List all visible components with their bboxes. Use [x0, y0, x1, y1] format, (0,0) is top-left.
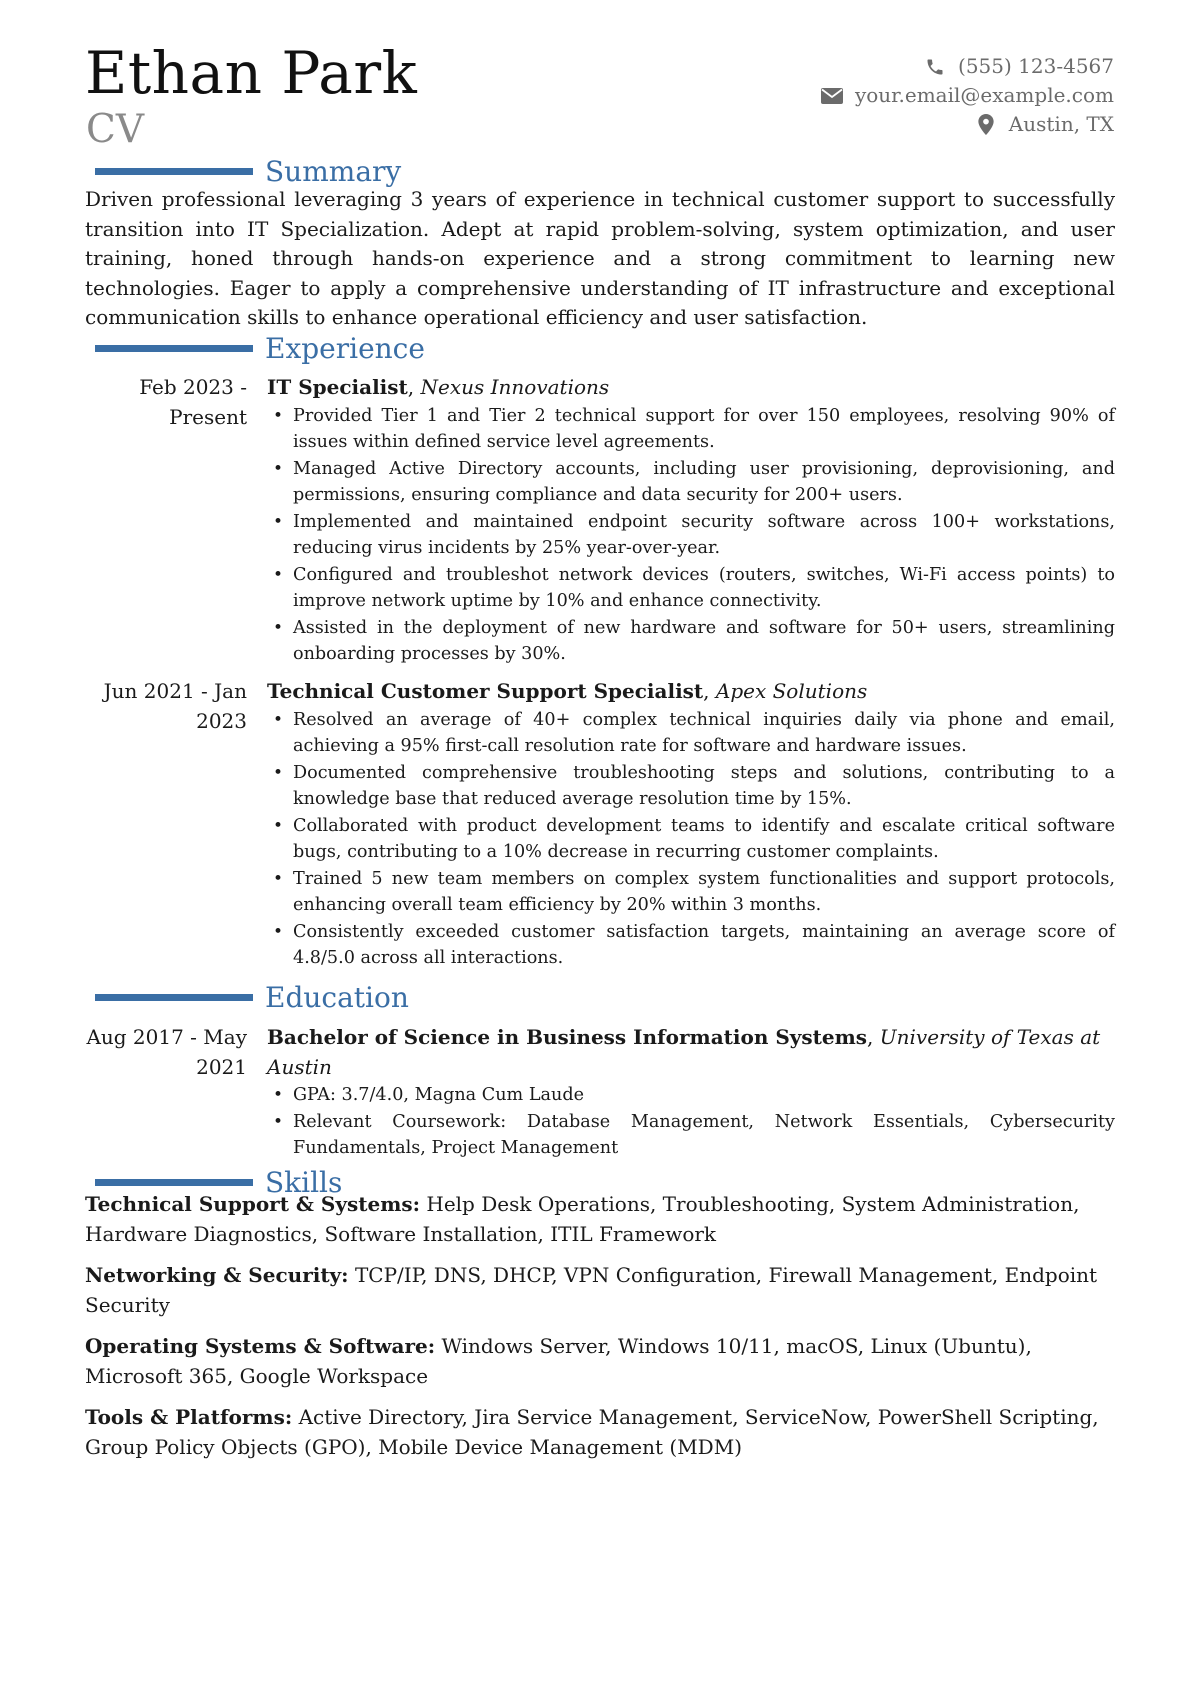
bullet-list [267, 403, 1115, 668]
entry-body [267, 677, 1115, 972]
section-divider [95, 345, 253, 352]
skill-category: Networking & Security: [85, 1263, 349, 1287]
skill-group [85, 1190, 1115, 1249]
job-role: IT Specialist [267, 375, 408, 399]
degree: Bachelor of Science in Business Information Systems [267, 1025, 868, 1049]
section-divider [95, 168, 253, 175]
list-item: • Implemented and maintained endpoint security software across 100+ workstations, reducing virus incidents by 25% year-over-year. [267, 509, 1115, 562]
skill-group [85, 1261, 1115, 1320]
section-title: Summary [265, 154, 402, 188]
map-pin-icon [973, 115, 999, 135]
list-item: • Collaborated with product development teams to identify and escalate critical software bugs, contributing to a 10% decrease in recurring customer complaints. [267, 813, 1115, 866]
contact-phone-row [819, 52, 1114, 81]
experience-heading [95, 331, 425, 365]
skill-values: TCP/IP, DNS, DHCP, VPN Configuration, Firewall Management, Endpoint Security [85, 1263, 1098, 1317]
skill-values: Help Desk Operations, Troubleshooting, System Administration, Hardware Diagnostics, Software Installation, ITIL Framework [85, 1192, 1080, 1246]
list-item: • Assisted in the deployment of new hardware and software for 50+ users, streamlining onboarding processes by 30%. [267, 615, 1115, 668]
skill-values: Active Directory, Jira Service Management, ServiceNow, PowerShell Scripting, Group Policy Objects (GPO), Mobile Device Management (MDM) [85, 1405, 1099, 1459]
section-divider [95, 994, 253, 1001]
contact-location-row [819, 110, 1114, 139]
job-role: Technical Customer Support Specialist [267, 679, 704, 703]
institution: University of Texas at Austin [267, 1025, 1101, 1079]
summary-text: Driven professional leveraging 3 years of experience in technical customer support to successfully transition into IT Specialization. Adept at rapid problem-solving, system optimization, and user training, honed through hands-on experience and a strong commitment to learning new technologies. Eager to apply a comprehensive understanding of IT infrastructure and exceptional communication skills to enhance operational efficiency and user satisfaction. [85, 187, 1115, 329]
contact-email-row [819, 81, 1114, 110]
skill-category: Operating Systems & Software: [85, 1334, 436, 1358]
education-heading [95, 980, 409, 1014]
skill-category: Tools & Platforms: [85, 1405, 293, 1429]
skill-values: Windows Server, Windows 10/11, macOS, Linux (Ubuntu), Microsoft 365, Google Workspace [85, 1334, 1032, 1388]
list-item: • Trained 5 new team members on complex system functionalities and support protocols, enhancing overall team efficiency by 20% within 3 months. [267, 866, 1115, 919]
organization: Apex Solutions [715, 679, 868, 703]
entry-date: Feb 2023 - Present [139, 375, 247, 429]
bullet-list [267, 1082, 1115, 1162]
entry-title: Technical Customer Support Specialist, Apex Solutions [267, 679, 868, 703]
contact-email[interactable]: your.email@example.com [854, 83, 1114, 107]
skill-group [85, 1332, 1115, 1391]
skill-category: Technical Support & Systems: [85, 1192, 421, 1216]
section-divider [95, 1179, 253, 1186]
entry-body [267, 1023, 1115, 1162]
list-item: • Relevant Coursework: Database Management, Network Essentials, Cybersecurity Fundamentals, Project Management [267, 1109, 1115, 1162]
entry-date: Aug 2017 - May 2021 [86, 1025, 247, 1079]
list-item: • Resolved an average of 40+ complex technical inquiries daily via phone and email, achieving a 95% first-call resolution rate for software and hardware issues. [267, 707, 1115, 760]
entry-date: Jun 2021 - Jan 2023 [103, 679, 247, 733]
document-subtitle: CV [86, 107, 145, 152]
list-item: • Consistently exceeded customer satisfaction targets, maintaining an average score of 4.8/5.0 across all interactions. [267, 919, 1115, 972]
phone-icon [922, 57, 948, 77]
skill-group [85, 1403, 1115, 1462]
summary-heading [95, 154, 401, 188]
contact-location: Austin, TX [1008, 112, 1114, 136]
entry-title: Bachelor of Science in Business Information Systems, University of Texas at Austin [267, 1025, 1101, 1079]
candidate-name: Ethan Park [85, 39, 418, 107]
skills-list [85, 1190, 1115, 1474]
list-item: • Managed Active Directory accounts, including user provisioning, deprovisioning, and permissions, ensuring compliance and data security for 200+ users. [267, 456, 1115, 509]
section-title: Education [265, 980, 409, 1014]
list-item: • Configured and troubleshot network devices (routers, switches, Wi-Fi access points) to improve network uptime by 10% and enhance connectivity. [267, 562, 1115, 615]
contact-info [819, 52, 1114, 139]
entry-body [267, 373, 1115, 668]
envelope-icon [819, 86, 845, 106]
bullet-list [267, 707, 1115, 972]
list-item: • Documented comprehensive troubleshooting steps and solutions, contributing to a knowledge base that reduced average resolution time by 15%. [267, 760, 1115, 813]
section-title: Skills [265, 1165, 343, 1199]
contact-phone[interactable]: (555) 123-4567 [958, 54, 1114, 78]
section-title: Experience [265, 331, 425, 365]
list-item: • GPA: 3.7/4.0, Magna Cum Laude [267, 1082, 1115, 1109]
list-item: • Provided Tier 1 and Tier 2 technical support for over 150 employees, resolving 90% of issues within defined service level agreements. [267, 403, 1115, 456]
entry-title: IT Specialist, Nexus Innovations [267, 375, 610, 399]
organization: Nexus Innovations [420, 375, 610, 399]
